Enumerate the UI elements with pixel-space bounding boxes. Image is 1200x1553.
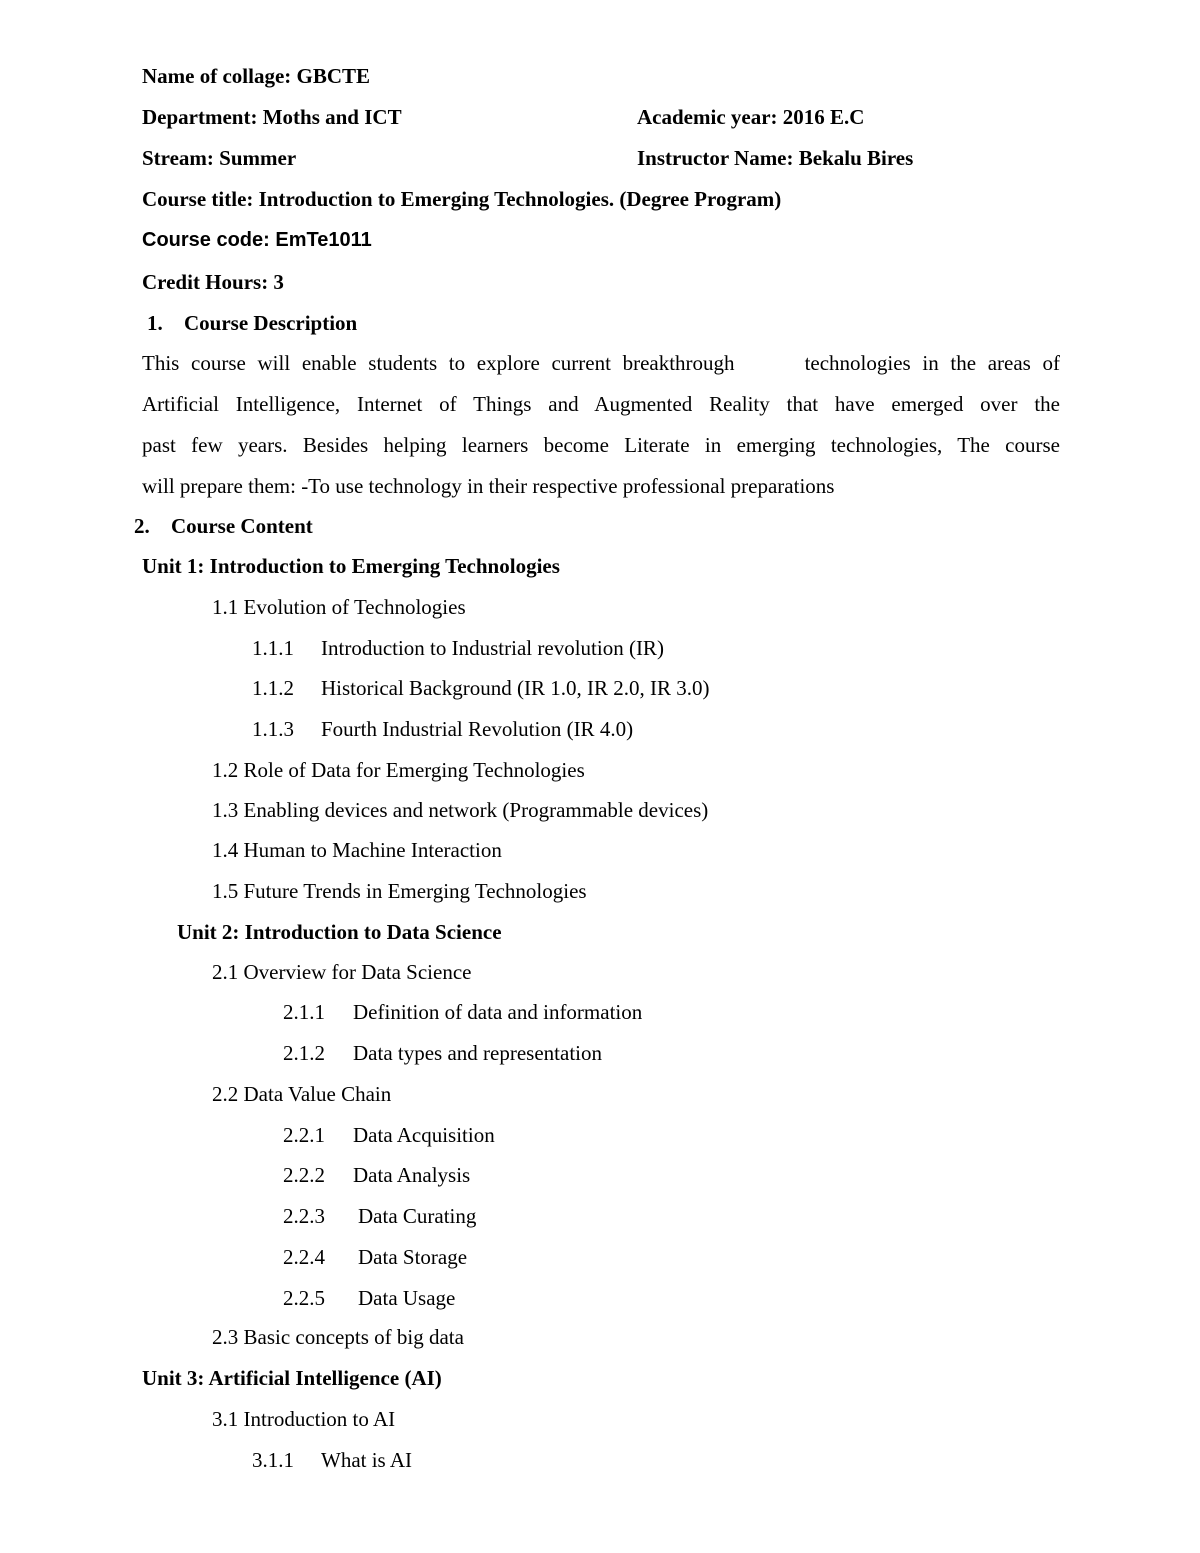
section-heading-content: [134, 512, 313, 540]
instructor-name: Instructor Name: Bekalu Bires: [637, 146, 914, 170]
subsection-text: Data types and representation: [353, 1041, 602, 1065]
subsection-text: Introduction to Industrial revolution (IR): [321, 636, 664, 660]
subsection-2-1-1: [283, 998, 642, 1026]
subsection-2-2-1: [283, 1121, 495, 1149]
subsection-1-1-3: [252, 715, 633, 743]
subsection-text: Data Curating: [358, 1204, 477, 1228]
unit-1-title: Unit 1: Introduction to Emerging Technologies: [142, 554, 560, 578]
subsection-text: Fourth Industrial Revolution (IR 4.0): [321, 717, 634, 741]
subsection-text: Definition of data and information: [353, 1000, 643, 1024]
section-heading-description: [147, 309, 357, 337]
section-3-1: 3.1 Introduction to AI: [212, 1407, 396, 1431]
subsection-3-1-1: [252, 1446, 412, 1474]
academic-year: Academic year: 2016 E.C: [637, 105, 865, 129]
subsection-number: 1.1.3: [252, 717, 294, 741]
subsection-number: 3.1.1: [252, 1448, 294, 1472]
subsection-number: 1.1.1: [252, 636, 294, 660]
department: Department: Moths and ICT: [142, 105, 402, 129]
subsection-number: 2.1.1: [283, 1000, 325, 1024]
section-1-5: 1.5 Future Trends in Emerging Technologies: [212, 879, 587, 903]
course-code: Course code: EmTe1011: [142, 229, 372, 251]
course-title: Course title: Introduction to Emerging Technologies. (Degree Program): [142, 187, 782, 211]
section-2-1: 2.1 Overview for Data Science: [212, 960, 472, 984]
subsection-text: Data Storage: [358, 1245, 468, 1269]
subsection-2-2-3: [283, 1202, 476, 1230]
subsection-number: 1.1.2: [252, 676, 294, 700]
section-2-3: 2.3 Basic concepts of big data: [212, 1325, 464, 1349]
subsection-2-1-2: [283, 1039, 602, 1067]
subsection-text: Data Analysis: [353, 1163, 471, 1187]
subsection-text: Data Usage: [358, 1286, 456, 1310]
subsection-number: 2.2.2: [283, 1163, 325, 1187]
section-1-3: 1.3 Enabling devices and network (Programmable devices): [212, 798, 709, 822]
section-title: Course Description: [184, 311, 358, 335]
subsection-number: 2.2.3: [283, 1204, 325, 1228]
subsection-text: What is AI: [321, 1448, 412, 1472]
description-line-3: past few years. Besides helping learners become Literate in emerging technologies, The course: [142, 433, 1060, 457]
subsection-1-1-2: [252, 674, 709, 702]
description-line-1: This course will enable students to explore current breakthrough technologies in the areas of: [142, 351, 1060, 375]
credit-hours: Credit Hours: 3: [142, 270, 284, 294]
subsection-number: 2.2.4: [283, 1245, 325, 1269]
unit-2-title: Unit 2: Introduction to Data Science: [177, 920, 502, 944]
unit-3-title: Unit 3: Artificial Intelligence (AI): [142, 1366, 442, 1390]
subsection-number: 2.2.5: [283, 1286, 325, 1310]
section-1-4: 1.4 Human to Machine Interaction: [212, 838, 502, 862]
subsection-text: Data Acquisition: [353, 1123, 495, 1147]
description-line-4: will prepare them: -To use technology in their respective professional preparations: [142, 474, 835, 498]
subsection-2-2-2: [283, 1161, 470, 1189]
section-number: 1.: [147, 311, 163, 335]
subsection-number: 2.2.1: [283, 1123, 325, 1147]
description-line-2: Artificial Intelligence, Internet of Things and Augmented Reality that have emerged over the: [142, 392, 1060, 416]
subsection-2-2-5: [283, 1284, 455, 1312]
section-1-1: 1.1 Evolution of Technologies: [212, 595, 466, 619]
subsection-2-2-4: [283, 1243, 467, 1271]
section-number: 2.: [134, 514, 150, 538]
section-1-2: 1.2 Role of Data for Emerging Technologies: [212, 758, 585, 782]
college-name: Name of collage: GBCTE: [142, 64, 371, 88]
subsection-number: 2.1.2: [283, 1041, 325, 1065]
section-2-2: 2.2 Data Value Chain: [212, 1082, 392, 1106]
stream: Stream: Summer: [142, 146, 297, 170]
subsection-1-1-1: [252, 634, 664, 662]
subsection-text: Historical Background (IR 1.0, IR 2.0, IR 3.0): [321, 676, 710, 700]
section-title: Course Content: [171, 514, 313, 538]
